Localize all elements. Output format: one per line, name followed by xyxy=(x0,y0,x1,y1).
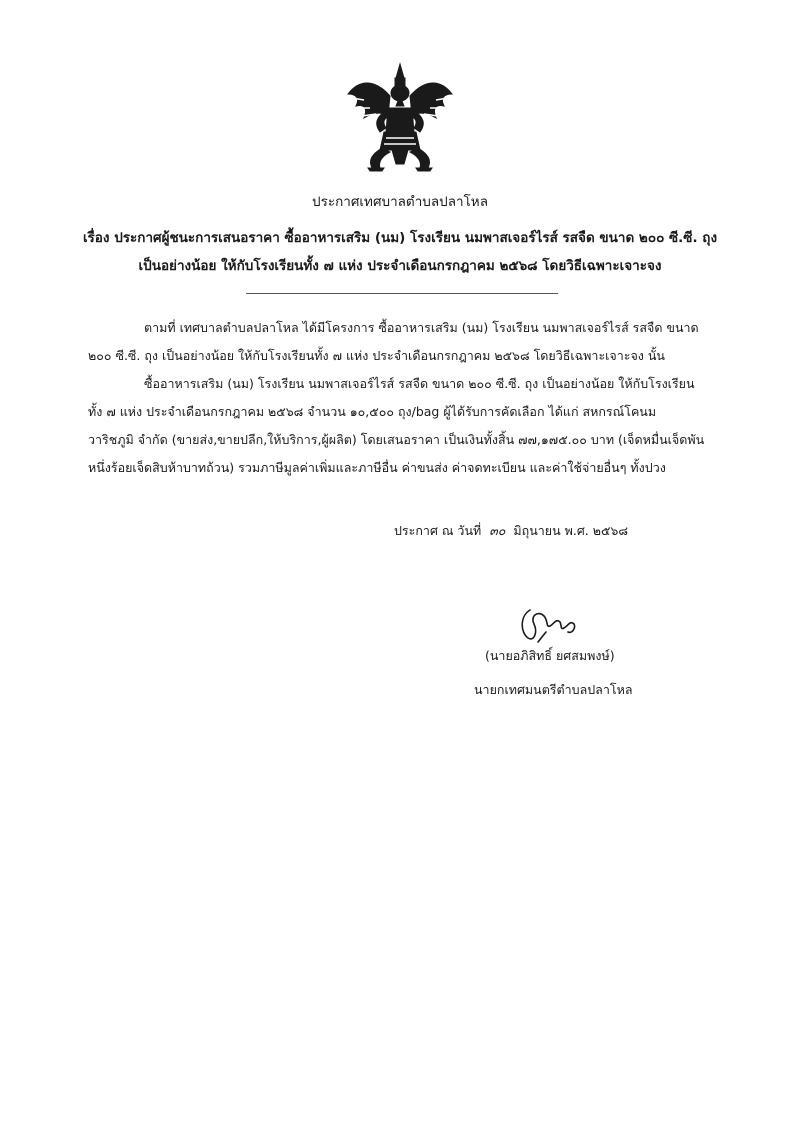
announcement-date xyxy=(394,521,628,541)
body-paragraph-line-6: หนึ่งร้อยเจ็ดสิบห้าบาทถ้วน) รวมภาษีมูลค่าเพิ่มและภาษีอื่น ค่าขนส่ง ค่าจดทะเบียน และค่าใช้จ่ายอื่นๆ ทั้งปวง xyxy=(88,460,666,475)
signatory-title: นายกเทศมนตรีตำบลปลาโหล xyxy=(474,682,633,697)
announcement-month-year: มิถุนายน พ.ศ. ๒๕๖๘ xyxy=(513,523,628,538)
body-paragraph-line-4: ทั้ง ๗ แห่ง ประจำเดือนกรกฎาคม ๒๕๖๘ จำนวน ๑๐,๕๐๐ ถุง/bag ผู้ได้รับการคัดเลือก ได้แก่ สหกรณ์โคนม xyxy=(88,404,657,419)
body-paragraph-line-3: ซื้ออาหารเสริม (นม) โรงเรียน นมพาสเจอร์ไรส์ รสจืด ขนาด ๒๐๐ ซี.ซี. ถุง เป็นอย่างน้อย ให้กับโรงเรียน xyxy=(144,376,695,391)
body-paragraph-line-2: ๒๐๐ ซี.ซี. ถุง เป็นอย่างน้อย ให้กับโรงเรียนทั้ง ๗ แห่ง ประจำเดือนกรกฎาคม ๒๕๖๘ โดยวิธีเฉพาะเจาะจง นั้น xyxy=(88,348,665,363)
body-paragraph-line-1: ตามที่ เทศบาลตำบลปลาโหล ได้มีโครงการ ซื้ออาหารเสริม (นม) โรงเรียน นมพาสเจอร์ไรส์ รสจืด ขนาด xyxy=(144,320,699,335)
announcement-date-prefix: ประกาศ ณ วันที่ xyxy=(394,523,482,538)
announcement-agency-title: ประกาศเทศบาลตำบลปลาโหล xyxy=(312,194,488,210)
handwritten-signature-icon xyxy=(516,602,580,646)
announcement-day: ๓๐ xyxy=(489,523,506,538)
signatory-name: (นายอภิสิทธิ์ ยศสมพงษ์) xyxy=(485,648,615,663)
header-divider xyxy=(246,293,558,294)
body-paragraph-line-5: วาริชภูมิ จำกัด (ขายส่ง,ขายปลีก,ให้บริการ,ผู้ผลิต) โดยเสนอราคา เป็นเงินทั้งสิ้น ๗๗,๑๗๕.๐๐ บาท (เจ็ดหมื่นเจ็ดพัน xyxy=(88,432,705,447)
garuda-emblem-icon xyxy=(346,60,454,172)
announcement-subject-line-1: เรื่อง ประกาศผู้ชนะการเสนอราคา ซื้ออาหารเสริม (นม) โรงเรียน นมพาสเจอร์ไรส์ รสจืด ขนาด ๒๐๐ ซี.ซี. ถุง xyxy=(82,230,718,246)
announcement-subject-line-2: เป็นอย่างน้อย ให้กับโรงเรียนทั้ง ๗ แห่ง ประจำเดือนกรกฎาคม ๒๕๖๘ โดยวิธีเฉพาะเจาะจง xyxy=(138,258,662,274)
